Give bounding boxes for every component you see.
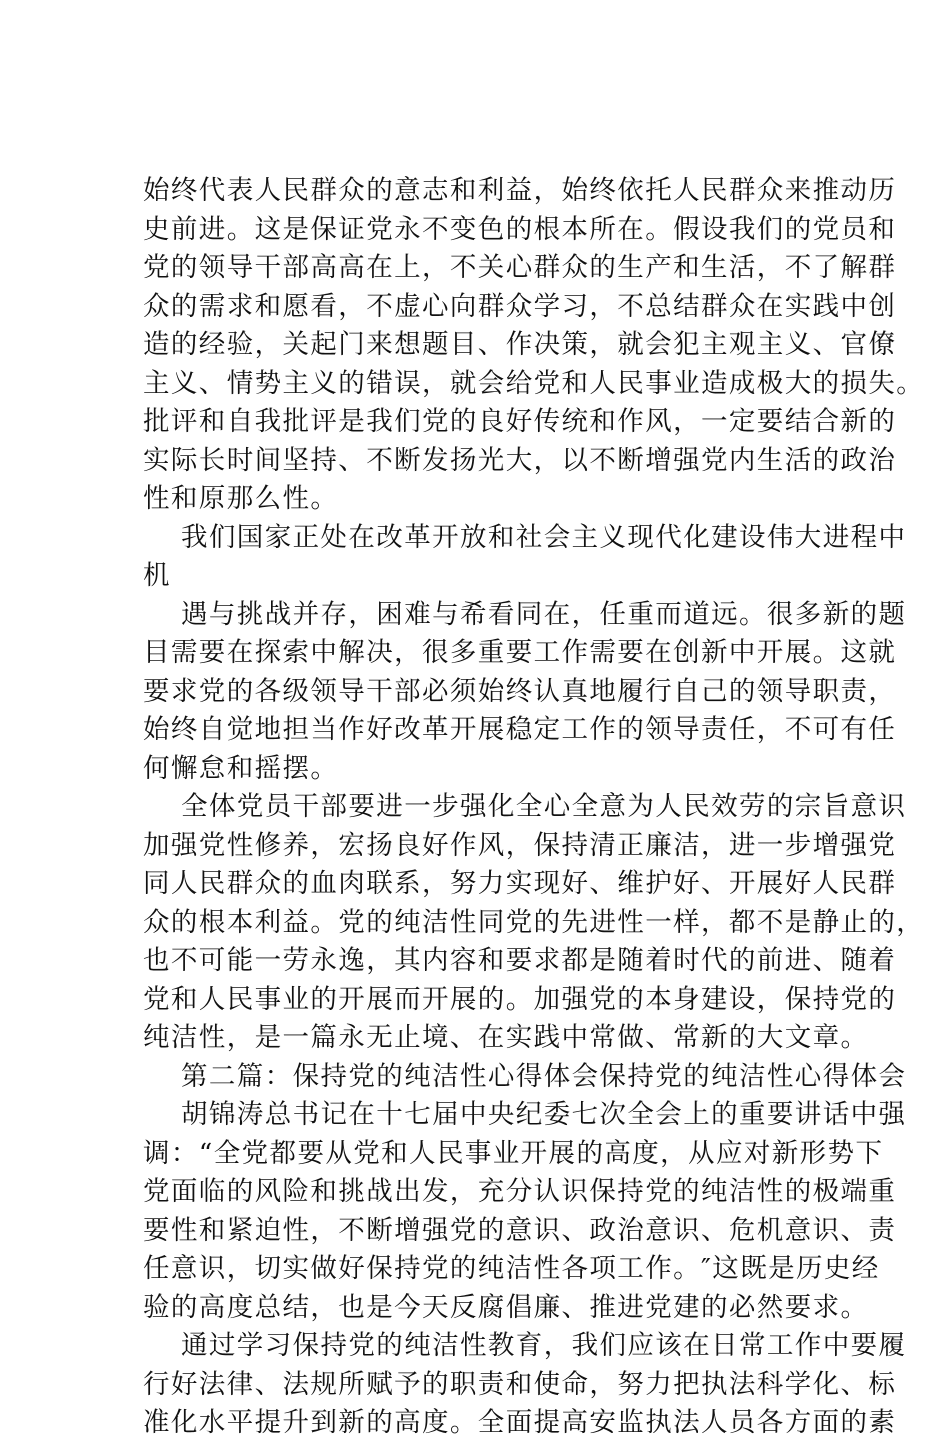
text-line: 党面临的风险和挑战出发，充分认识保持党的纯洁性的极端重 (143, 1176, 897, 1207)
text-line: 全体党员干部要进一步强化全心全意为人民效劳的宗旨意识 (181, 791, 907, 822)
text-line: 任意识，切实做好保持党的纯洁性各项工作。″这既是历史经 (143, 1253, 880, 1284)
text-line: 准化水平提升到新的高度。全面提高安监执法人员各方面的素 (143, 1407, 897, 1438)
text-line: 党的领导干部高高在上，不关心群众的生产和生活，不了解群 (143, 252, 897, 283)
text-line: 始终自觉地担当作好改革开展稳定工作的领导责任，不可有任 (143, 714, 897, 745)
text-line: 要性和紧迫性，不断增强党的意识、政治意识、危机意识、责 (143, 1214, 897, 1246)
text-line: 主义、情势主义的错误，就会给党和人民事业造成极大的损失。 (143, 367, 925, 399)
text-line: 党和人民事业的开展而开展的。加强党的本身建设，保持党的 (143, 983, 897, 1015)
text-line: 通过学习保持党的纯洁性教育，我们应该在日常工作中要履 (181, 1330, 907, 1361)
text-line: 遇与挑战并存，困难与希看同在，任重而道远。很多新的题 (181, 598, 907, 630)
document-body-text (143, 172, 925, 1443)
text-line: 我们国家正处在改革开放和社会主义现代化建设伟大进程中 (181, 521, 907, 553)
text-line: 实际长时间坚持、不断发扬光大，以不断增强党内生活的政治 (143, 444, 897, 476)
text-line: 何懈怠和摇摆。 (143, 752, 339, 784)
text-line: 性和原那么性。 (143, 483, 339, 514)
text-line: 同人民群众的血肉联系，努力实现好、维护好、开展好人民群 (143, 868, 897, 899)
text-line: 验的高度总结，也是今天反腐倡廉、推进党建的必然要求。 (143, 1291, 869, 1323)
text-line: 加强党性修养，宏扬良好作风，保持清正廉洁，进一步增强党 (143, 829, 897, 861)
text-line: 史前进。这是保证党永不变色的根本所在。假设我们的党员和 (143, 213, 897, 245)
text-line: 机 (143, 560, 171, 591)
text-line: 胡锦涛总书记在十七届中央纪委七次全会上的重要讲话中强 (181, 1099, 907, 1130)
text-line: 调：“全党都要从党和人民事业开展的高度，从应对新形势下 (143, 1137, 884, 1169)
text-line: 行好法律、法规所赋予的职责和使命，努力把执法科学化、标 (143, 1368, 897, 1400)
text-line: 造的经验，关起门来想题目、作决策，就会犯主观主义、官僚 (143, 329, 897, 360)
text-line: 也不可能一劳永逸，其内容和要求都是随着时代的前进、随着 (143, 945, 897, 976)
text-line: 第二篇：保持党的纯洁性心得体会保持党的纯洁性心得体会 (181, 1060, 907, 1092)
text-line: 众的需求和愿看，不虚心向群众学习，不总结群众在实践中创 (143, 290, 897, 322)
text-line: 始终代表人民群众的意志和利益，始终依托人民群众来推动历 (143, 175, 897, 206)
text-line: 要求党的各级领导干部必须始终认真地履行自己的领导职责， (143, 675, 897, 707)
text-line: 纯洁性，是一篇永无止境、在实践中常做、常新的大文章。 (143, 1022, 869, 1053)
text-line: 众的根本利益。党的纯洁性同党的先进性一样，都不是静止的， (143, 906, 925, 938)
text-line: 批评和自我批评是我们党的良好传统和作风，一定要结合新的 (143, 406, 897, 437)
text-line: 目需要在探索中解决，很多重要工作需要在创新中开展。这就 (143, 637, 897, 668)
